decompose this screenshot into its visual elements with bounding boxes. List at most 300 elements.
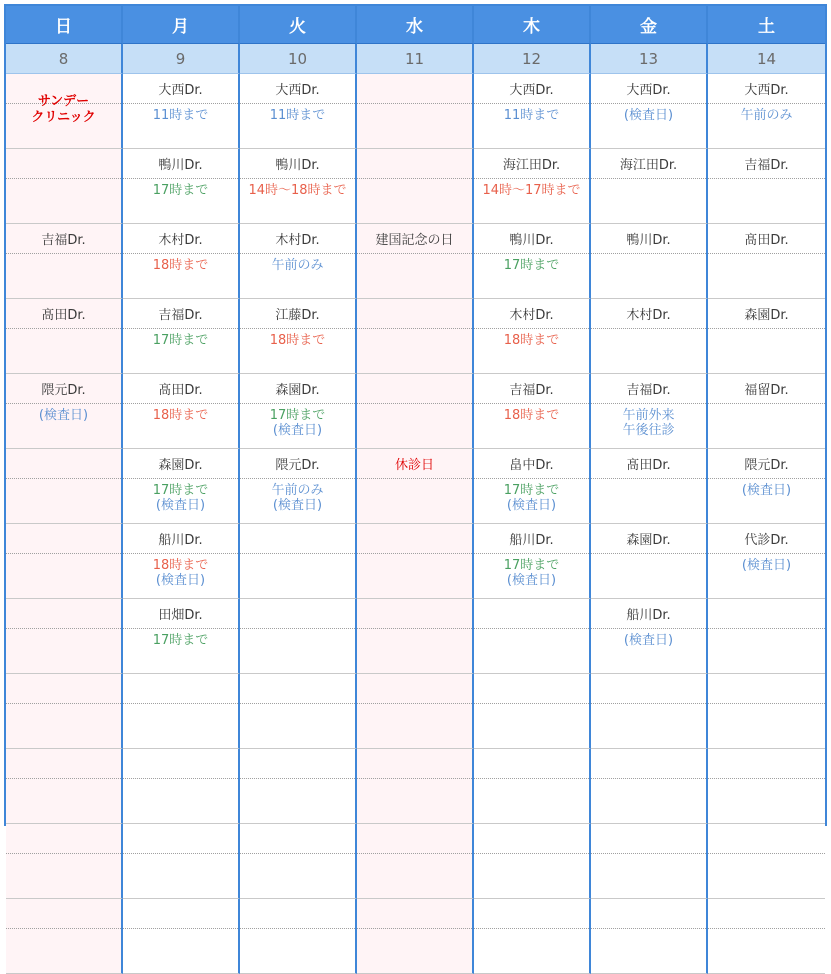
holiday-name: 建国記念の日 <box>375 233 454 248</box>
schedule-slot-mon <box>123 899 240 974</box>
sunday-clinic-line: サンデー <box>37 94 90 109</box>
weekday-header-fri: 金 <box>591 6 708 44</box>
schedule-slot-mon <box>123 74 240 149</box>
schedule-note: 18時まで <box>152 408 209 423</box>
doctor-name: 隈元Dr. <box>41 383 86 398</box>
slot-doctor-line <box>591 899 706 929</box>
slot-note-line <box>708 179 825 183</box>
slot-doctor-line <box>591 824 706 854</box>
slot-note-line <box>591 779 706 783</box>
schedule-slot-tue <box>240 899 357 974</box>
doctor-name: 鴨川Dr. <box>626 233 671 248</box>
schedule-slot-tue <box>240 374 357 449</box>
slot-note-line <box>708 479 825 498</box>
schedule-slot-wed <box>357 149 474 224</box>
schedule-slot-mon <box>123 374 240 449</box>
doctor-name: 吉福Dr. <box>744 158 789 173</box>
slot-note-line <box>591 629 706 648</box>
slot-doctor-line <box>123 224 238 254</box>
slot-note-line <box>123 329 238 348</box>
slot-doctor-line <box>123 149 238 179</box>
doctor-name: 木村Dr. <box>158 233 203 248</box>
doctor-name: 木村Dr. <box>275 233 320 248</box>
slot-doctor-line <box>240 299 355 329</box>
slot-doctor-line <box>474 899 589 929</box>
slot-doctor-line <box>240 224 355 254</box>
slot-note-line <box>708 329 825 333</box>
schedule-slot-mon <box>123 674 240 749</box>
slot-doctor-line <box>591 749 706 779</box>
schedule-slot-wed <box>357 749 474 824</box>
slot-doctor-line <box>123 899 238 929</box>
slot-note-line <box>6 479 121 483</box>
slot-doctor-line <box>474 524 589 554</box>
slot-note-line <box>240 479 355 513</box>
slot-note-line <box>6 179 121 183</box>
schedule-note: (検査日) <box>741 483 792 498</box>
slot-doctor-line <box>708 299 825 329</box>
slot-doctor-line <box>240 824 355 854</box>
slot-note-line <box>591 329 706 333</box>
doctor-name: 船川Dr. <box>509 533 554 548</box>
schedule-slot-sat <box>708 149 825 224</box>
schedule-slot-thu <box>474 224 591 299</box>
slot-note-line <box>591 854 706 858</box>
slot-note-line <box>357 329 472 333</box>
slot-note-line <box>240 404 355 438</box>
schedule-slot-thu <box>474 824 591 899</box>
schedule-slot-mon <box>123 599 240 674</box>
slot-doctor-line <box>240 749 355 779</box>
slot-doctor-line <box>357 224 472 254</box>
schedule-slot-fri <box>591 224 708 299</box>
schedule-slot-thu <box>474 449 591 524</box>
slot-note-line <box>123 629 238 648</box>
schedule-slot-fri <box>591 149 708 224</box>
slot-doctor-line <box>708 224 825 254</box>
slot-note-line <box>123 404 238 423</box>
slot-doctor-line <box>123 524 238 554</box>
slot-note-line <box>6 554 121 558</box>
slot-doctor-line <box>357 299 472 329</box>
schedule-note: 11時まで <box>269 108 326 123</box>
slot-note-line <box>357 554 472 558</box>
schedule-note: (検査日) <box>623 633 674 648</box>
schedule-note: (検査日) <box>741 558 792 573</box>
slot-doctor-line <box>474 299 589 329</box>
slot-note-line <box>240 554 355 558</box>
slot-note-line <box>708 554 825 573</box>
schedule-slot-fri <box>591 674 708 749</box>
slot-note-line <box>6 329 121 333</box>
doctor-name: 大西Dr. <box>275 83 320 98</box>
schedule-note: (検査日) <box>272 423 323 438</box>
weekday-header-wed: 水 <box>357 6 474 44</box>
schedule-slot-sun <box>6 674 123 749</box>
schedule-note: 17時まで <box>152 183 209 198</box>
slot-doctor-line <box>6 299 121 329</box>
schedule-note: (検査日) <box>506 498 557 513</box>
slot-note-line <box>591 254 706 258</box>
doctor-name: 森園Dr. <box>275 383 320 398</box>
doctor-name: 吉福Dr. <box>41 233 86 248</box>
schedule-note: (検査日) <box>155 498 206 513</box>
schedule-slot-tue <box>240 524 357 599</box>
slot-note-line <box>240 629 355 633</box>
schedule-slot-fri <box>591 449 708 524</box>
doctor-name: 鴨川Dr. <box>158 158 203 173</box>
slot-note-line <box>591 479 706 483</box>
slot-doctor-line <box>6 449 121 479</box>
slot-note-line <box>123 929 238 933</box>
schedule-slot-wed <box>357 74 474 149</box>
slot-note-line <box>240 854 355 858</box>
weekday-header-sun: 日 <box>6 6 123 44</box>
schedule-note: (検査日) <box>38 408 89 423</box>
slot-doctor-line <box>357 449 472 479</box>
slot-doctor-line <box>591 224 706 254</box>
slot-note-line <box>591 554 706 558</box>
doctor-name: 髙田Dr. <box>626 458 671 473</box>
slot-doctor-line <box>591 674 706 704</box>
slot-doctor-line <box>6 899 121 929</box>
doctor-name: 福留Dr. <box>744 383 789 398</box>
schedule-slot-thu <box>474 899 591 974</box>
slot-doctor-line <box>6 674 121 704</box>
schedule-slot-fri <box>591 749 708 824</box>
slot-note-line <box>591 104 706 123</box>
schedule-slot-mon <box>123 149 240 224</box>
schedule-slot-thu <box>474 674 591 749</box>
slot-note-line <box>474 404 589 423</box>
schedule-slot-wed <box>357 524 474 599</box>
slot-note-line <box>6 779 121 783</box>
schedule-slot-tue <box>240 299 357 374</box>
schedule-slot-tue <box>240 749 357 824</box>
slot-doctor-line <box>123 749 238 779</box>
slot-doctor-line <box>474 824 589 854</box>
schedule-slot-tue <box>240 824 357 899</box>
slot-doctor-line <box>123 674 238 704</box>
schedule-note: 午前のみ <box>271 258 324 273</box>
slot-doctor-line <box>474 599 589 629</box>
doctor-name: 海江田Dr. <box>502 158 561 173</box>
slot-doctor-line <box>474 674 589 704</box>
doctor-name: 大西Dr. <box>509 83 554 98</box>
schedule-slot-mon <box>123 449 240 524</box>
doctor-name: 髙田Dr. <box>41 308 86 323</box>
slot-note-line <box>708 254 825 258</box>
slot-note-line <box>123 554 238 588</box>
slot-note-line <box>357 629 472 633</box>
schedule-slot-tue <box>240 224 357 299</box>
schedule-slot-wed <box>357 599 474 674</box>
slot-doctor-line <box>474 149 589 179</box>
slot-note-line <box>474 929 589 933</box>
slot-doctor-line <box>357 899 472 929</box>
slot-note-line <box>6 254 121 258</box>
slot-doctor-line <box>123 824 238 854</box>
schedule-slot-sun <box>6 449 123 524</box>
schedule-slot-sun <box>6 524 123 599</box>
slot-doctor-line <box>591 149 706 179</box>
slot-doctor-line <box>708 674 825 704</box>
slot-doctor-line <box>474 374 589 404</box>
slot-doctor-line <box>123 299 238 329</box>
slot-note-line <box>474 179 589 198</box>
schedule-slot-sat <box>708 824 825 899</box>
weekday-header-tue: 火 <box>240 6 357 44</box>
slot-note-line <box>474 329 589 348</box>
slot-note-line <box>6 629 121 633</box>
schedule-slot-thu <box>474 74 591 149</box>
slot-note-line <box>6 854 121 858</box>
slot-note-line <box>123 479 238 513</box>
slot-note-line <box>708 929 825 933</box>
schedule-slot-sat <box>708 899 825 974</box>
schedule-note: 17時まで <box>503 558 560 573</box>
slot-note-line <box>357 104 472 108</box>
schedule-slot-wed <box>357 299 474 374</box>
slot-doctor-line <box>6 524 121 554</box>
schedule-note: 17時まで <box>152 333 209 348</box>
schedule-note: 17時まで <box>503 483 560 498</box>
slot-doctor-line <box>591 299 706 329</box>
doctor-name: 大西Dr. <box>158 83 203 98</box>
slot-note-line <box>123 854 238 858</box>
schedule-note: 午後往診 <box>622 423 675 438</box>
slot-doctor-line <box>708 824 825 854</box>
slot-note-line <box>708 704 825 708</box>
slot-note-line <box>240 254 355 273</box>
schedule-slot-sat <box>708 449 825 524</box>
schedule-slot-wed <box>357 899 474 974</box>
slot-doctor-line <box>708 524 825 554</box>
doctor-name: 森園Dr. <box>158 458 203 473</box>
doctor-name: 森園Dr. <box>626 533 671 548</box>
slot-note-line <box>123 779 238 783</box>
slot-note-line <box>6 404 121 423</box>
schedule-slot-sun <box>6 899 123 974</box>
slot-doctor-line <box>6 749 121 779</box>
slot-note-line <box>6 704 121 708</box>
slot-doctor-line <box>357 524 472 554</box>
slot-note-line <box>591 404 706 438</box>
schedule-note: 17時まで <box>503 258 560 273</box>
date-sat: 14 <box>708 44 825 74</box>
slot-note-line <box>6 929 121 933</box>
slot-doctor-line <box>240 74 355 104</box>
schedule-note: 18時まで <box>269 333 326 348</box>
schedule-note: 18時まで <box>152 258 209 273</box>
weekday-header-mon: 月 <box>123 6 240 44</box>
doctor-name: 畠中Dr. <box>509 458 554 473</box>
slot-doctor-line <box>474 74 589 104</box>
doctor-name: 髙田Dr. <box>158 383 203 398</box>
slot-note-line <box>474 554 589 588</box>
slot-note-line <box>357 929 472 933</box>
slot-note-line <box>708 404 825 408</box>
schedule-slot-thu <box>474 524 591 599</box>
slot-doctor-line <box>708 149 825 179</box>
schedule-slot-sat <box>708 299 825 374</box>
slot-note-line <box>474 479 589 513</box>
schedule-slot-sun <box>6 599 123 674</box>
schedule-note: (検査日) <box>506 573 557 588</box>
slot-note-line <box>591 929 706 933</box>
slot-doctor-line <box>123 449 238 479</box>
schedule-note: 17時まで <box>152 483 209 498</box>
schedule-slot-sun <box>6 824 123 899</box>
schedule-slot-sat <box>708 599 825 674</box>
weekday-header-sat: 土 <box>708 6 825 44</box>
schedule-note: (検査日) <box>623 108 674 123</box>
schedule-slot-fri <box>591 524 708 599</box>
slot-note-line <box>708 779 825 783</box>
slot-note-line <box>123 254 238 273</box>
slot-doctor-line <box>474 749 589 779</box>
doctor-name: 鴨川Dr. <box>509 233 554 248</box>
slot-doctor-line <box>240 524 355 554</box>
doctor-name: 隈元Dr. <box>744 458 789 473</box>
slot-note-line <box>357 779 472 783</box>
doctor-name: 隈元Dr. <box>275 458 320 473</box>
slot-doctor-line <box>357 149 472 179</box>
schedule-slot-wed <box>357 674 474 749</box>
date-fri: 13 <box>591 44 708 74</box>
slot-note-line <box>123 104 238 123</box>
doctor-name: 木村Dr. <box>509 308 554 323</box>
schedule-note: 午前のみ <box>271 483 324 498</box>
slot-doctor-line <box>240 599 355 629</box>
date-wed: 11 <box>357 44 474 74</box>
weekday-header-thu: 木 <box>474 6 591 44</box>
slot-doctor-line <box>6 224 121 254</box>
weekly-doctor-schedule <box>4 4 827 826</box>
schedule-note: 14時〜17時まで <box>482 183 581 198</box>
slot-doctor-line <box>240 449 355 479</box>
schedule-note: (検査日) <box>272 498 323 513</box>
slot-doctor-line <box>708 374 825 404</box>
date-sun: 8 <box>6 44 123 74</box>
slot-note-line <box>708 629 825 633</box>
slot-doctor-line <box>708 899 825 929</box>
closed-day-label: 休診日 <box>394 458 434 473</box>
schedule-slot-fri <box>591 74 708 149</box>
slot-doctor-line <box>708 74 825 104</box>
slot-note-line <box>708 854 825 858</box>
slot-doctor-line <box>474 224 589 254</box>
schedule-note: 午前外来 <box>622 408 675 423</box>
schedule-slot-sat <box>708 224 825 299</box>
slot-doctor-line <box>591 449 706 479</box>
schedule-slot-thu <box>474 749 591 824</box>
slot-note-line <box>474 704 589 708</box>
doctor-name: 海江田Dr. <box>619 158 678 173</box>
slot-note-line <box>240 179 355 198</box>
slot-doctor-line <box>6 374 121 404</box>
sunday-clinic-line: クリニック <box>31 110 96 125</box>
slot-note-line <box>357 404 472 408</box>
slot-note-line <box>474 254 589 273</box>
schedule-note: 18時まで <box>503 408 560 423</box>
slot-doctor-line <box>357 824 472 854</box>
slot-doctor-line <box>123 599 238 629</box>
slot-doctor-line <box>591 374 706 404</box>
slot-doctor-line <box>708 449 825 479</box>
doctor-name: 吉福Dr. <box>158 308 203 323</box>
slot-doctor-line <box>240 899 355 929</box>
schedule-slot-sat <box>708 674 825 749</box>
slot-note-line <box>240 329 355 348</box>
slot-note-line <box>708 104 825 123</box>
schedule-slot-tue <box>240 149 357 224</box>
slot-doctor-line <box>591 74 706 104</box>
schedule-slot-wed <box>357 374 474 449</box>
schedule-note: 18時まで <box>503 333 560 348</box>
slot-note-line <box>591 179 706 183</box>
schedule-note: 11時まで <box>503 108 560 123</box>
schedule-slot-sat <box>708 749 825 824</box>
slot-note-line <box>357 179 472 183</box>
doctor-name: 鴨川Dr. <box>275 158 320 173</box>
slot-doctor-line <box>6 824 121 854</box>
slot-note-line <box>357 704 472 708</box>
schedule-slot-sun <box>6 374 123 449</box>
schedule-slot-mon <box>123 299 240 374</box>
schedule-slot-fri <box>591 899 708 974</box>
schedule-slot-sun <box>6 74 123 149</box>
schedule-slot-thu <box>474 299 591 374</box>
schedule-slot-tue <box>240 599 357 674</box>
doctor-name: 髙田Dr. <box>744 233 789 248</box>
slot-doctor-line <box>240 149 355 179</box>
schedule-slot-fri <box>591 299 708 374</box>
doctor-name: 大西Dr. <box>626 83 671 98</box>
schedule-slot-wed <box>357 449 474 524</box>
doctor-name: 船川Dr. <box>158 533 203 548</box>
slot-doctor-line <box>357 599 472 629</box>
schedule-slot-thu <box>474 599 591 674</box>
slot-note-line <box>357 854 472 858</box>
schedule-slot-fri <box>591 374 708 449</box>
slot-note-line <box>591 704 706 708</box>
slot-note-line <box>240 779 355 783</box>
schedule-slot-mon <box>123 224 240 299</box>
schedule-slot-sun <box>6 224 123 299</box>
schedule-slot-mon <box>123 524 240 599</box>
schedule-note: (検査日) <box>155 573 206 588</box>
schedule-slot-sat <box>708 374 825 449</box>
slot-doctor-line <box>357 749 472 779</box>
schedule-slot-fri <box>591 599 708 674</box>
doctor-name: 大西Dr. <box>744 83 789 98</box>
slot-note-line <box>123 179 238 198</box>
schedule-slot-tue <box>240 449 357 524</box>
slot-doctor-line <box>240 374 355 404</box>
slot-doctor-line <box>123 374 238 404</box>
schedule-note: 11時まで <box>152 108 209 123</box>
date-tue: 10 <box>240 44 357 74</box>
doctor-name: 江藤Dr. <box>275 308 320 323</box>
slot-doctor-line <box>708 599 825 629</box>
doctor-name: 森園Dr. <box>744 308 789 323</box>
slot-doctor-line <box>240 674 355 704</box>
schedule-slot-sun <box>6 299 123 374</box>
schedule-note: 17時まで <box>152 633 209 648</box>
schedule-slot-sat <box>708 74 825 149</box>
slot-doctor-line <box>591 524 706 554</box>
